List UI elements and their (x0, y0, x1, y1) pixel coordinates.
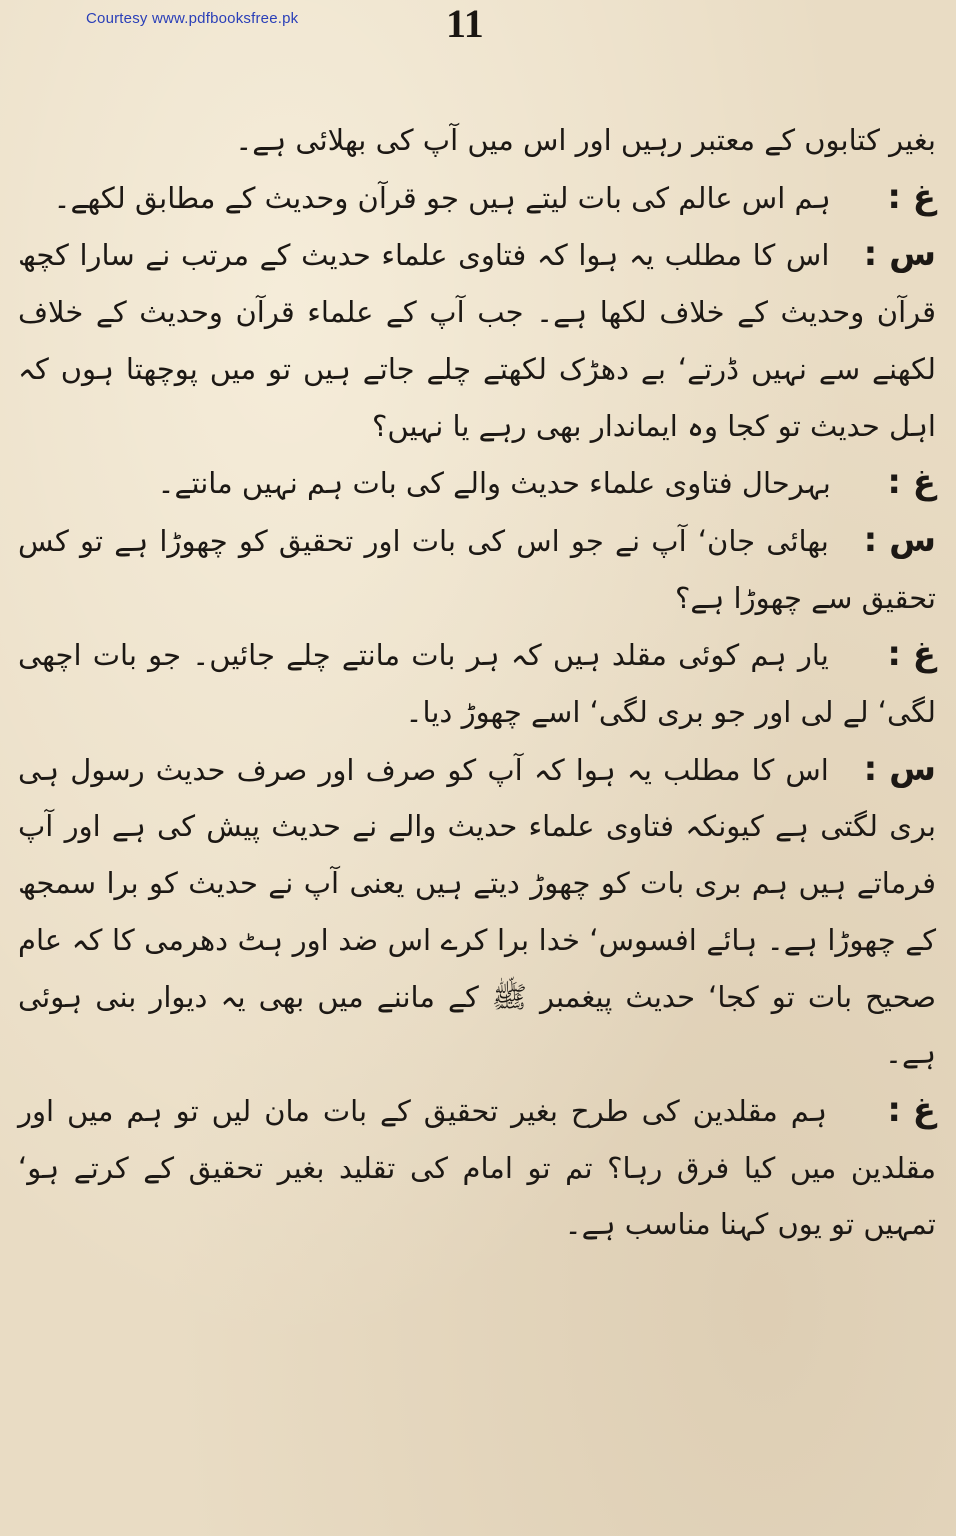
paragraph (18, 512, 936, 626)
paragraph-text: یار ہم کوئی مقلد ہیں کہ ہر بات مانتے چلے جائیں۔ جو بات اچھی لگی‘ لے لی اور جو بری لگی‘ اسے چھوڑ دیا۔ (18, 638, 936, 730)
paragraph-text: اس کا مطلب یہ ہوا کہ آپ کو صرف اور صرف حدیث رسول ہی بری لگتی ہے کیونکہ فتاوی علماء حدیث والے نے حدیث پیش کی ہے اور آپ فرماتے ہیں ہم بری بات کو چھوڑ دیتے ہیں یعنی آپ نے حدیث کو برا سمجھ کے چھوڑا ہے۔ ہائے افسوس‘ خدا برا کرے اس ضد اور ہٹ دھرمی کا کہ عام صحیح بات تو کجا‘ حدیث پیغمبر ﷺ کے ماننے میں بھی یہ دیوار بنی ہوئی ہے۔ (18, 752, 936, 1071)
speaker-label: غ : (887, 1089, 937, 1130)
paragraph-text: ہم اس عالم کی بات لیتے ہیں جو قرآن وحدیث کے مطابق لکھے۔ (53, 180, 831, 215)
paragraph (18, 626, 936, 740)
speaker-label: غ : (887, 462, 936, 503)
paragraph-text: اس کا مطلب یہ ہوا کہ فتاوی علماء حدیث کے مرتب نے سارا کچھ قرآن وحدیث کے خلاف لکھا ہے۔ جب آپ کے علماء قرآن وحدیث کے خلاف لکھنے سے نہیں ڈرتے‘ بے دھڑک لکھتے چلے جاتے ہیں تو میں پوچھتا ہوں کہ اہل حدیث تو کجا وہ ایماندار بھی رہے یا نہیں؟ (18, 238, 936, 443)
speaker-label: غ : (887, 634, 936, 675)
paragraph-text: بھائی جان‘ آپ نے جو اس کی بات اور تحقیق کو چھوڑا ہے تو کس تحقیق سے چھوڑا ہے؟ (18, 523, 936, 615)
speaker-label: س : (863, 519, 937, 560)
body-text (18, 112, 936, 1253)
paragraph-text: بہرحال فتاوی علماء حدیث والے کی بات ہم نہیں مانتے۔ (157, 466, 831, 501)
speaker-label: س : (863, 748, 937, 789)
paragraph-text: ہم مقلدین کی طرح بغیر تحقیق کے بات مان لیں تو ہم میں اور مقلدین میں کیا فرق رہا؟ تم تو امام کی تقلید بغیر تحقیق کے کرتے ہو‘ تمہیں تو یوں کہنا مناسب ہے۔ (18, 1093, 936, 1242)
courtesy-link[interactable]: Courtesy www.pdfbooksfree.pk (86, 10, 299, 27)
paragraph (18, 169, 936, 227)
speaker-label: غ : (887, 176, 936, 217)
paragraph (18, 226, 936, 454)
speaker-label: س : (863, 234, 936, 275)
paragraph (18, 112, 936, 169)
paragraph (18, 454, 936, 512)
paragraph (18, 741, 936, 1082)
paragraph (18, 1082, 936, 1253)
paragraph-text: بغیر کتابوں کے معتبر رہیں اور اس میں آپ کی بھلائی ہے۔ (235, 123, 936, 157)
page-number: 11 (446, 1, 484, 46)
